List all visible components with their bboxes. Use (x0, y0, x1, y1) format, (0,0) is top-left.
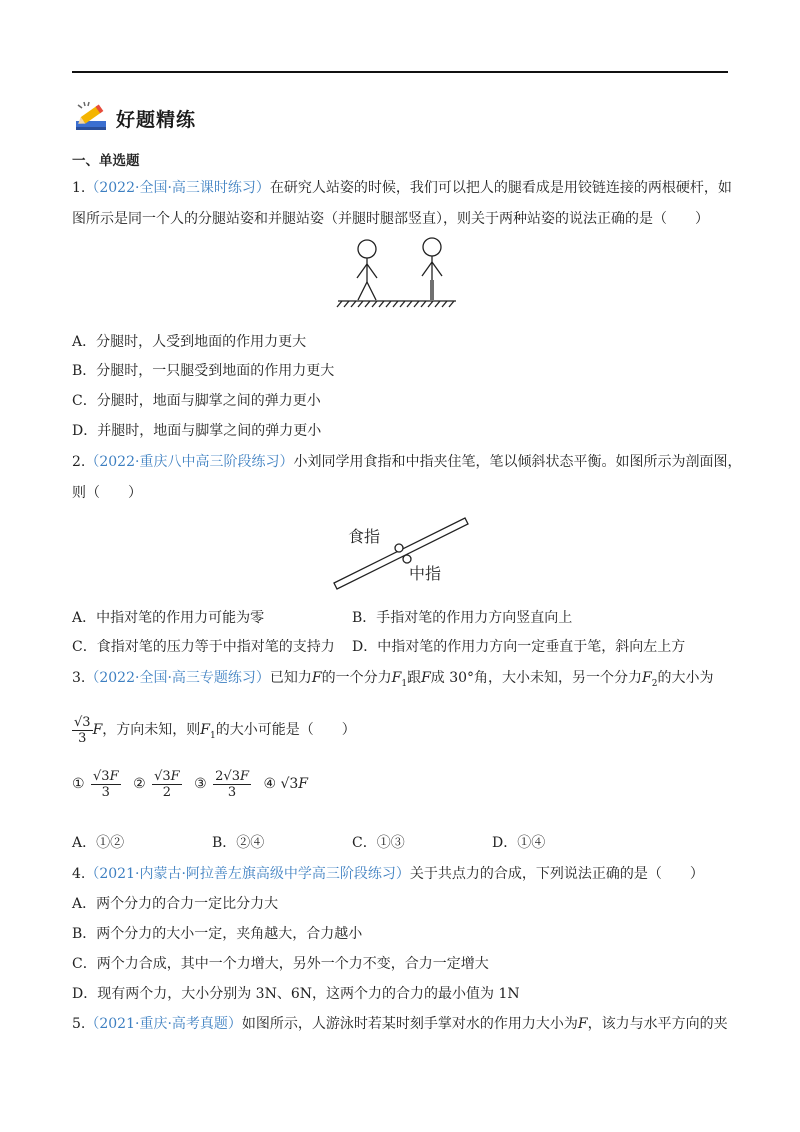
q1-num: 1. (72, 180, 86, 196)
q1-option-c: C．分腿时，地面与脚掌之间的弹力更小 (72, 393, 321, 409)
q2-option-d: D．中指对笔的作用力方向一定垂直于笔，斜向左上方 (352, 639, 686, 655)
q3-marker-1: ① (72, 776, 85, 792)
q4-option-b: B．两个分力的大小一定，夹角越大，合力越小 (72, 926, 363, 942)
q2-text1: 小刘同学用食指和中指夹住笔，笔以倾斜状态平衡。如图所示为剖面图， (293, 454, 742, 470)
header-title: 好题精练 (116, 108, 197, 131)
q1-option-b: B．分腿时，一只腿受到地面的作用力更大 (72, 363, 335, 379)
q1-line1 (72, 178, 732, 198)
q1-line2: 图所示是同一个人的分腿站姿和并腿站姿（并腿时腿部竖直），则关于两种站姿的说法正确的是（ ） (72, 211, 709, 227)
q3-text2b: 的大小可能是（ ） (215, 722, 356, 738)
q3-option-d: D．①④ (492, 835, 546, 851)
q3-marker-4: ④ (263, 776, 277, 792)
q5-source[interactable]: （2021·重庆·高考真题） (85, 1016, 242, 1032)
q3-line1 (72, 668, 714, 694)
q3-line2: $\frac{√3}{3}$ F，方向未知，则$F_1$的大小可能是（ ） (74, 714, 356, 746)
q3-option-b: B．②④ (212, 835, 265, 851)
q3-text1c: 跟 (407, 670, 422, 686)
q5-var-f: F (577, 1016, 588, 1032)
q5-text1: 如图所示，人游泳时若某时刻手掌对水的作用力大小为 (241, 1016, 578, 1032)
q2-num: 2. (72, 454, 86, 470)
section-title: 一、单选题 (72, 153, 140, 169)
q4-option-c: C．两个力合成，其中一个力增大，另外一个力不变，合力一定增大 (72, 956, 489, 972)
q3-source[interactable]: （2022·全国·高三专题练习） (85, 670, 270, 686)
q2-label-index-finger: 食指 (348, 527, 381, 546)
q4-option-a: A．两个分力的合力一定比分力大 (72, 896, 279, 912)
q3-option-a: A．①② (72, 835, 125, 851)
q3-choice-1: $\frac{√3F}{3}$ (93, 768, 119, 800)
q3-var-f: F (311, 670, 322, 686)
q5-num: 5. (72, 1016, 86, 1032)
q2-figure-pen (332, 512, 472, 592)
q3-var-f1: F (391, 670, 402, 686)
q3-marker-3: ③ (194, 776, 207, 792)
q3-var-f-b: F (421, 670, 431, 686)
q3-choice-2: $\frac{√3F}{2}$ (154, 768, 180, 800)
q3-text1b: 的一个分力 (321, 670, 392, 686)
q2-line1 (72, 452, 741, 472)
q3-text1e: 的大小为 (657, 670, 714, 686)
q3-num: 3. (72, 670, 86, 686)
q1-option-a: A．分腿时，人受到地面的作用力更大 (72, 334, 307, 350)
q3-option-c: C．①③ (352, 835, 405, 851)
q1-source[interactable]: （2022·全国·高三课时练习） (85, 180, 270, 196)
q4-option-d: D．现有两个力，大小分别为 3N、6N，这两个力的合力的最小值为 1N (72, 986, 520, 1002)
q2-line2: 则（ ） (72, 485, 142, 501)
q3-text2a: ，方向未知，则 (102, 722, 201, 738)
q3-text1a: 已知力 (269, 670, 312, 686)
q5-text2: ，该力与水平方向的夹 (587, 1016, 728, 1032)
q4-text: 关于共点力的合成，下列说法正确的是（ ） (409, 866, 704, 882)
q3-sub1: 1 (401, 678, 408, 689)
q3-var-f2: F (642, 670, 652, 686)
q3-marker-2: ② (133, 776, 146, 792)
q2-source[interactable]: （2022·重庆八中高三阶段练习） (85, 454, 294, 470)
q4-source[interactable]: （2021·内蒙古·阿拉善左旗高级中学高三阶段练习） (85, 866, 410, 882)
q3-frac-sqrt3-over-3: $\frac{√3}{3}$ (74, 714, 91, 746)
q2-option-c: C．食指对笔的压力等于中指对笔的支持力 (72, 639, 335, 655)
q3-choice-4: √3F (280, 776, 309, 792)
q2-option-b: B．手指对笔的作用力方向竖直向上 (352, 610, 573, 626)
top-rule (72, 71, 728, 73)
q3-text1d: 成 30°角，大小未知，另一个分力 (430, 670, 643, 686)
q2-label-middle-finger: 中指 (409, 564, 442, 583)
q4-num: 4. (72, 866, 86, 882)
q1-text1: 在研究人站姿的时候，我们可以把人的腿看成是用铰链连接的两根硬杆，如 (269, 180, 732, 196)
q3-sub2: 2 (651, 678, 658, 689)
q1-option-d: D．并腿时，地面与脚掌之间的弹力更小 (72, 423, 322, 439)
q3-choice-3: $\frac{2√3F}{3}$ (215, 768, 249, 800)
q2-option-a: A．中指对笔的作用力可能为零 (72, 610, 265, 626)
pencil-ruler-icon (74, 99, 108, 137)
q5-line1 (72, 1014, 728, 1034)
section-header (74, 98, 196, 138)
q4-line1 (72, 864, 704, 884)
q1-figure-stances (336, 234, 460, 314)
q3-choices (72, 764, 308, 804)
